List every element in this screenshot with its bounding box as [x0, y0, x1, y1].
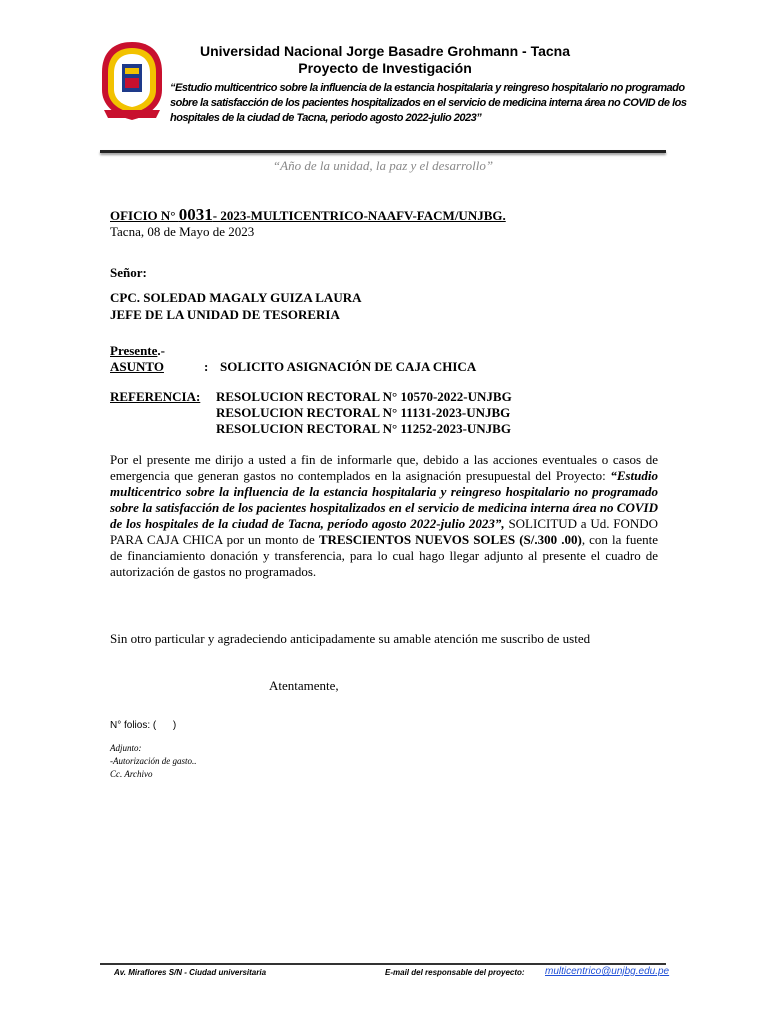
attachment-line: Adjunto:: [110, 743, 142, 753]
folios-count: N° folios: ( ): [110, 720, 177, 731]
referencia-item: RESOLUCION RECTORAL N° 11131-2023-UNJBG: [216, 405, 511, 420]
oficio-reference: [110, 205, 506, 225]
recipient-title: JEFE DE LA UNIDAD DE TESORERIA: [110, 307, 340, 322]
body-project-title: “Estudio multicentrico sobre la influencia de la estancia hospitalaria y reingreso hospitalario no programado sobre la satisfacción de los pacientes hospitalizados en el servicio de medicina interna área no COVID de los hospitales de la ciudad de Tacna, período agosto 2022-julio 2023”,: [110, 468, 658, 531]
oficio-number: 0031: [178, 205, 213, 224]
asunto-separator: :: [204, 359, 209, 374]
footer-email-label: E-mail del responsable del proyecto:: [385, 968, 525, 977]
footer-divider: [100, 963, 666, 965]
letter-date: Tacna, 08 de Mayo de 2023: [110, 224, 255, 239]
salutation: Señor:: [110, 265, 147, 280]
body-intro: Por el presente me dirijo a usted a fin de informarle que, debido a las acciones eventuales o casos de emergencia que generan gastos no contemplados en la asignación presupuestal del Proyecto:: [110, 452, 658, 483]
footer-email-link[interactable]: multicentrico@unjbg.edu.pe: [545, 966, 670, 977]
oficio-suffix: - 2023-MULTICENTRICO-NAAFV-FACM/UNJBG.: [212, 208, 506, 223]
attachment-line: -Autorización de gasto..: [110, 756, 197, 766]
referencia-item: RESOLUCION RECTORAL N° 11252-2023-UNJBG: [216, 421, 511, 436]
referencia-label: REFERENCIA:: [110, 389, 201, 404]
footer-address: Av. Miraflores S/N - Ciudad universitaria: [114, 968, 267, 977]
closing-sentence: Sin otro particular y agradeciendo anticipadamente su amable atención me suscribo de usted: [110, 631, 591, 646]
project-title: “Estudio multicentrico sobre la influencia de la estancia hospitalaria y reingreso hospitalario no programado sobre la satisfacción de los pacientes hospitalizados en el servicio de medicina interna área no COVID de los hospitales de la ciudad de Tacna, periodo agosto 2022-julio 2023”: [170, 82, 687, 124]
presente-suffix: .-: [157, 343, 165, 358]
header-divider: [100, 150, 666, 153]
referencia-item: RESOLUCION RECTORAL N° 10570-2022-UNJBG: [216, 389, 512, 404]
year-motto: “Año de la unidad, la paz y el desarrollo”: [272, 158, 494, 173]
presente-line: [110, 343, 165, 359]
main-paragraph: [110, 452, 658, 580]
recipient-name: CPC. SOLEDAD MAGALY GUIZA LAURA: [110, 290, 362, 305]
body-closing-clause: , con la fuente de financiamiento donación y transferencia, para lo cual hago llegar adjunto al presente el cuadro de autorización de gastos no programados.: [110, 532, 658, 579]
university-name: Universidad Nacional Jorge Basadre Grohmann - Tacna: [199, 43, 571, 59]
signoff: Atentamente,: [269, 678, 339, 693]
project-label: Proyecto de Investigación: [298, 60, 472, 76]
body-amount: TRESCIENTOS NUEVOS SOLES (S/.300 .00): [318, 532, 582, 547]
attachment-line: Cc. Archivo: [110, 769, 153, 779]
asunto-value: SOLICITO ASIGNACIÓN DE CAJA CHICA: [220, 359, 477, 374]
body-request: SOLICITUD a Ud. FONDO PARA CAJA CHICA por un monto de: [110, 516, 658, 547]
oficio-prefix: OFICIO N°: [110, 208, 176, 223]
presente-label: Presente: [110, 343, 158, 358]
asunto-label: ASUNTO: [110, 359, 164, 374]
